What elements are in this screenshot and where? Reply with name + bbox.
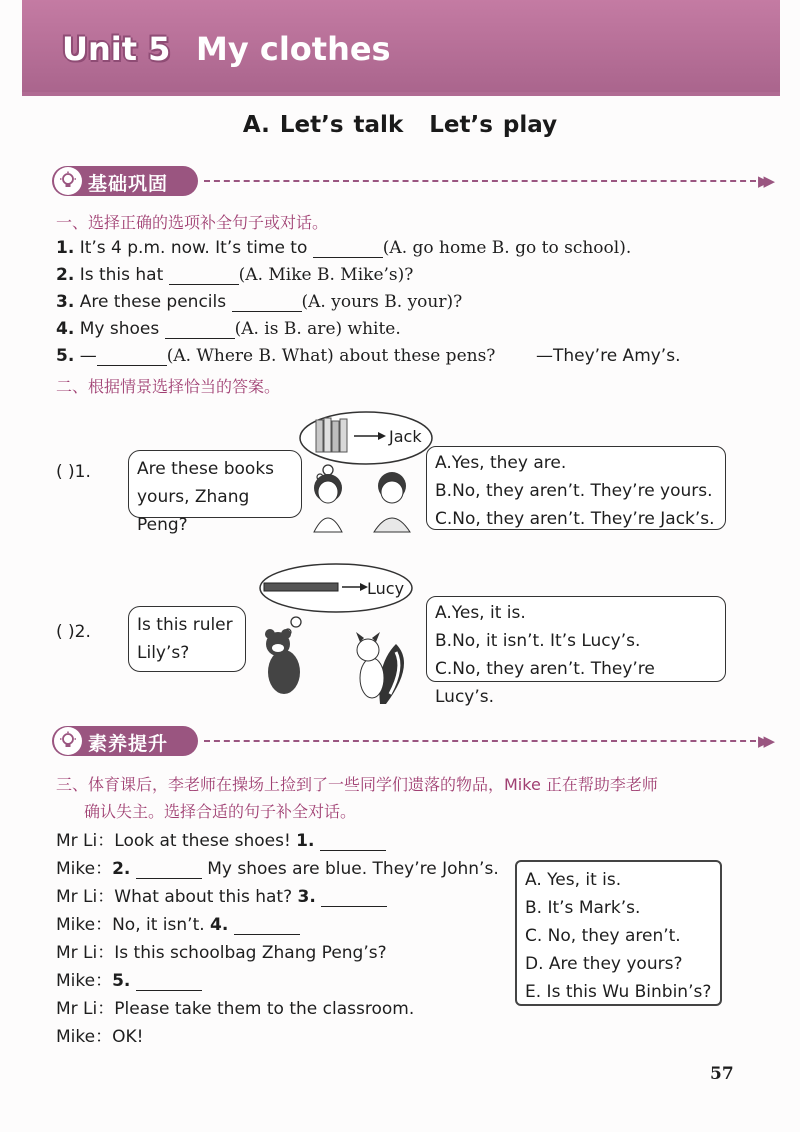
options-box <box>515 860 722 1006</box>
dialogue-line-2: Mike：2. My shoes are blue. They’re John’s. <box>56 859 499 879</box>
dialogue-line-7: Mr Li：Please take them to the classroom. <box>56 999 415 1019</box>
lesson-title-b: Let’s play <box>429 112 558 138</box>
answer-blank[interactable] <box>320 834 386 851</box>
answer-blank[interactable] <box>313 241 383 258</box>
dialogue-line-1: Mr Li：Look at these shoes! 1. <box>56 826 386 851</box>
part1-item-2: 2. Is this hat (A. Mike B. Mike’s)? <box>56 265 414 285</box>
part1-instruction: 一、选择正确的选项补全句子或对话。 <box>56 213 329 232</box>
lightbulb-icon <box>54 727 82 755</box>
answer-blank[interactable] <box>97 349 167 366</box>
part1-item-1: 1. It’s 4 p.m. now. It’s time to (A. go home B. go to school). <box>56 238 632 258</box>
part1-item-5: 5. — (A. Where B. What) about these pens? <box>56 346 496 366</box>
double-arrow-icon: ▶▶ <box>758 172 770 190</box>
section-header-basics <box>52 166 770 196</box>
answer-blank[interactable] <box>232 295 302 312</box>
option-b: B. It’s Mark’s. <box>525 898 641 918</box>
part1-item-3: 3. Are these pencils (A. yours B. your)? <box>56 292 463 312</box>
part2-instruction: 二、根据情景选择恰当的答案。 <box>56 377 281 396</box>
unit-label: Unit 5 <box>62 30 171 68</box>
animals-illustration <box>256 624 416 708</box>
dialogue-line-4: Mike：No, it isn’t. 4. <box>56 910 300 935</box>
lesson-title-a: A. Let’s talk <box>242 112 404 138</box>
thought-label-lucy: Lucy <box>367 579 405 598</box>
page-number: 57 <box>710 1064 734 1084</box>
double-arrow-icon: ▶▶ <box>758 732 770 750</box>
option-d: D. Are they yours? <box>525 954 683 974</box>
section-header-advanced <box>52 726 770 756</box>
answer-paren-2[interactable]: ( )2. <box>56 622 91 642</box>
answer-blank[interactable] <box>321 890 387 907</box>
answer-paren-1[interactable]: ( )1. <box>56 462 91 482</box>
answer-options-2: A.Yes, it is. B.No, it isn’t. It’s Lucy’s. C.No, they aren’t. They’re Lucy’s. <box>426 596 726 682</box>
answer-blank[interactable] <box>169 268 239 285</box>
answer-blank[interactable] <box>136 974 202 991</box>
section-title: 素养提升 <box>88 733 169 755</box>
dialogue-line-6: Mike：5. <box>56 966 202 991</box>
part1-item-5-reply: —They’re Amy’s. <box>536 346 681 366</box>
speech-bubble-question-1: Are these books yours, Zhang Peng? <box>128 450 302 518</box>
answer-options-1: A.Yes, they are. B.No, they aren’t. They’re yours. C.No, they aren’t. They’re Jack’s. <box>426 446 726 530</box>
option-c: C. No, they aren’t. <box>525 926 681 946</box>
answer-blank[interactable] <box>234 918 300 935</box>
lesson-title <box>0 112 800 138</box>
section-title: 基础巩固 <box>88 173 169 195</box>
answer-blank[interactable] <box>136 862 202 879</box>
thought-label-jack: Jack <box>389 427 422 446</box>
speech-bubble-question-2: Is this ruler Lily’s? <box>128 606 246 672</box>
dialogue-line-3: Mr Li：What about this hat? 3. <box>56 882 387 907</box>
part3-instruction-line1: 三、体育课后，李老师在操场上捡到了一些同学们遗落的物品，Mike 正在帮助李老师 <box>56 775 658 794</box>
option-a: A. Yes, it is. <box>525 870 622 890</box>
children-illustration <box>306 470 416 536</box>
unit-title: My clothes <box>196 30 391 68</box>
part1-item-4: 4. My shoes (A. is B. are) white. <box>56 319 401 339</box>
dialogue-line-5: Mr Li：Is this schoolbag Zhang Peng’s? <box>56 943 387 963</box>
dialogue-line-8: Mike：OK! <box>56 1027 144 1047</box>
option-e: E. Is this Wu Binbin’s? <box>525 982 712 1002</box>
part3-instruction-line2: 确认失主。选择合适的句子补全对话。 <box>84 802 357 821</box>
lightbulb-icon <box>54 167 82 195</box>
answer-blank[interactable] <box>165 322 235 339</box>
